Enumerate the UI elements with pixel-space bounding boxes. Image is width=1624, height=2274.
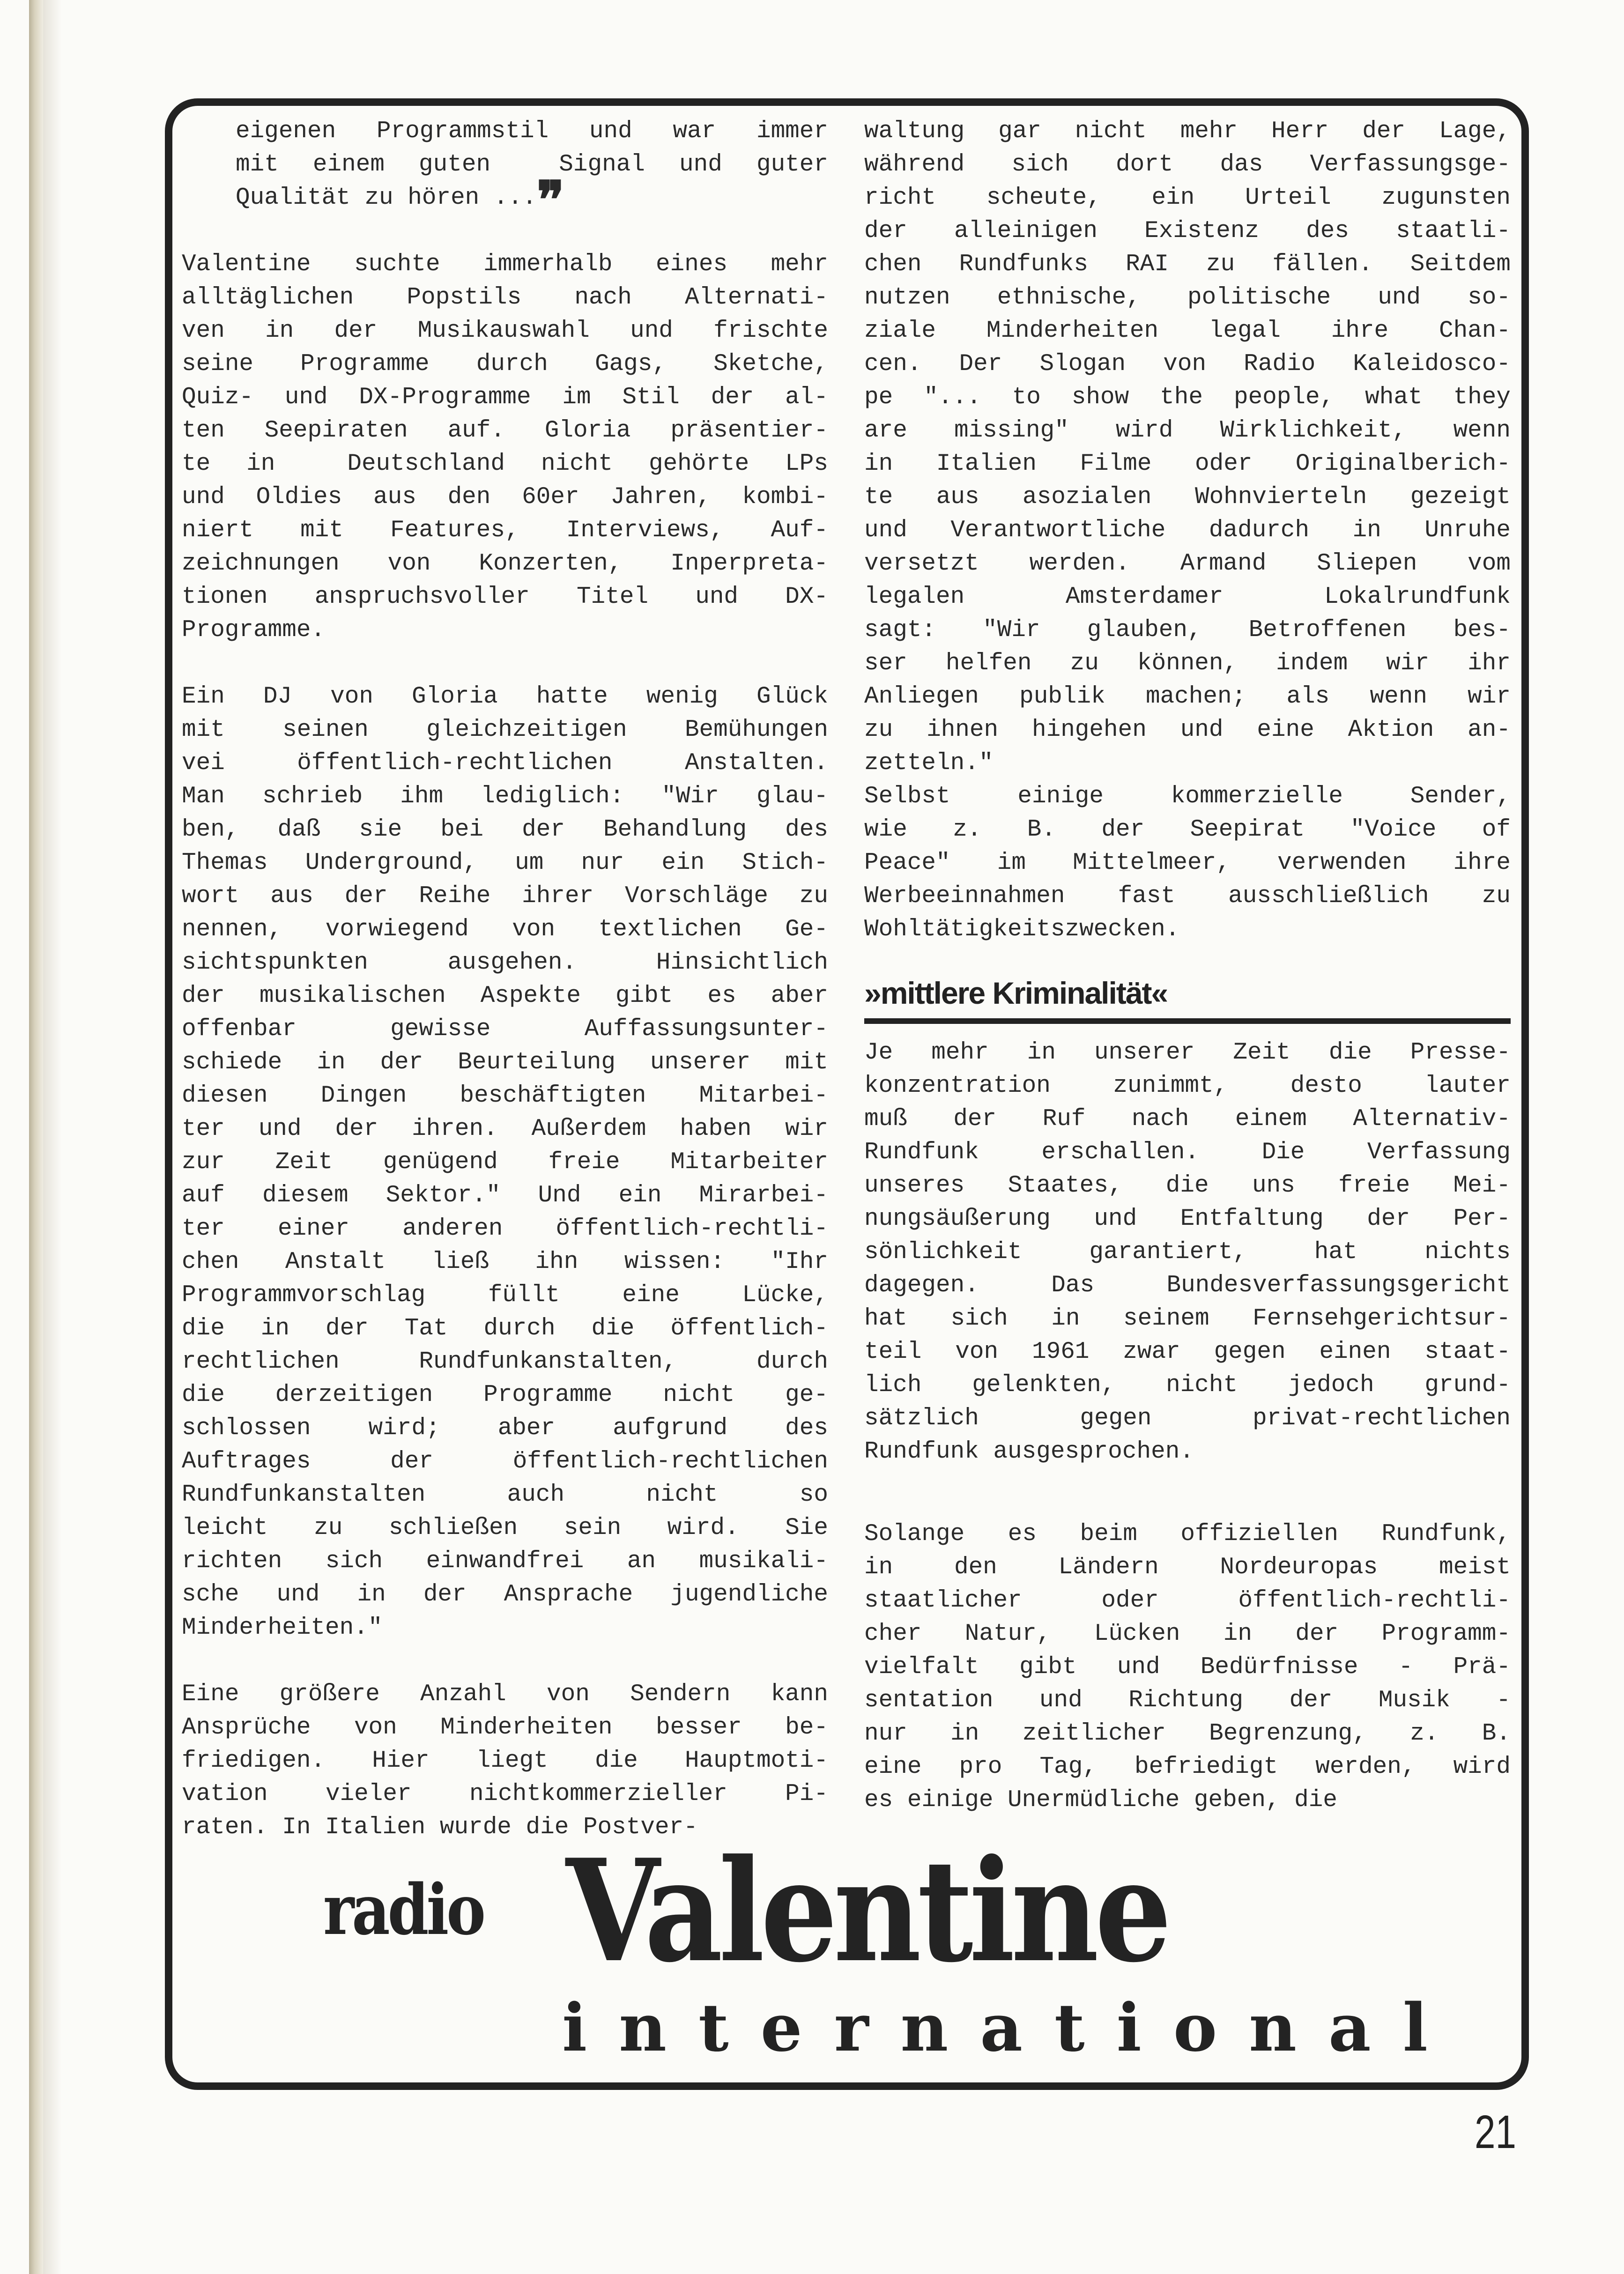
text-line: nennen, vorwiegend von textlichen Ge- <box>182 916 828 943</box>
text-line: ven in der Musikauswahl und frischte <box>182 318 828 344</box>
text-line: muß der Ruf nach einem Alternativ- <box>864 1106 1511 1133</box>
text-line: Ein DJ von Gloria hatte wenig Glück <box>182 683 828 710</box>
text-line: Rundfunkanstalten auch nicht so <box>182 1481 828 1508</box>
text-line: mit seinen gleichzeitigen Bemühungen <box>182 717 828 743</box>
text-line <box>182 170 828 230</box>
text-line: lich gelenkten, nicht jedoch grund- <box>864 1372 1511 1399</box>
heading-underline <box>864 1018 1511 1024</box>
text-line: ten Seepiraten auf. Gloria präsentier- <box>182 417 828 444</box>
text-line: die in der Tat durch die öffentlich- <box>182 1315 828 1342</box>
quote-end-text: Qualität zu hören ... <box>236 185 537 211</box>
logo-word-radio: radio <box>323 1869 483 1950</box>
text-line: chen Anstalt ließ ihn wissen: "Ihr <box>182 1249 828 1275</box>
text-line: sätzlich gegen privat-rechtlichen <box>864 1405 1511 1432</box>
text-line: schiede in der Beurteilung unserer mit <box>182 1049 828 1076</box>
text-line: und Oldies aus den 60er Jahren, kombi- <box>182 484 828 511</box>
right-column <box>864 115 1511 1817</box>
text-line: Man schrieb ihm lediglich: "Wir glau- <box>182 783 828 810</box>
text-line: in den Ländern Nordeuropas meist <box>864 1554 1511 1581</box>
text-line: und Verantwortliche dadurch in Unruhe <box>864 517 1511 544</box>
text-line: eine pro Tag, befriedigt werden, wird <box>864 1754 1511 1780</box>
text-line: Wohltätigkeitszwecken. <box>864 916 1180 943</box>
text-line: versetzt werden. Armand Sliepen vom <box>864 550 1511 577</box>
closing-quote-mark-icon: ❞ <box>536 170 559 230</box>
text-line: vielfalt gibt und Bedürfnisse - Prä- <box>864 1654 1511 1681</box>
text-line: offenbar gewisse Auffassungsunter- <box>182 1016 828 1043</box>
text-line: ter einer anderen öffentlich-rechtli- <box>182 1215 828 1242</box>
text-line: richten sich einwandfrei an musikali- <box>182 1548 828 1575</box>
text-line: unseres Staates, die uns freie Mei- <box>864 1172 1511 1199</box>
text-line: eigenen Programmstil und war immer <box>236 118 828 145</box>
text-line: ben, daß sie bei der Behandlung des <box>182 816 828 843</box>
text-line: waltung gar nicht mehr Herr der Lage, <box>864 118 1511 145</box>
text-line: zur Zeit genügend freie Mitarbeiter <box>182 1149 828 1176</box>
text-line: alltäglichen Popstils nach Alternati- <box>182 284 828 311</box>
text-line: zeichnungen von Konzerten, Inperpreta- <box>182 550 828 577</box>
paragraph-gap <box>182 1644 828 1678</box>
text-line: Ansprüche von Minderheiten besser be- <box>182 1714 828 1741</box>
text-line: wie z. B. der Seepirat "Voice of <box>864 816 1511 843</box>
text-line: teil von 1961 zwar gegen einen staat- <box>864 1339 1511 1365</box>
paragraph-gap <box>182 215 828 248</box>
text-line: Valentine suchte immerhalb eines mehr <box>182 251 828 278</box>
text-line: auf diesem Sektor." Und ein Mirarbei- <box>182 1182 828 1209</box>
text-line: Auftrages der öffentlich-rechtlichen <box>182 1448 828 1475</box>
text-line: Eine größere Anzahl von Sendern kann <box>182 1681 828 1708</box>
text-line: vation vieler nichtkommerzieller Pi- <box>182 1781 828 1807</box>
text-line: in Italien Filme oder Originalberich- <box>864 451 1511 477</box>
text-line: Werbeeinnahmen fast ausschließlich zu <box>864 883 1511 910</box>
text-line: te aus asozialen Wohnvierteln gezeigt <box>864 484 1511 511</box>
text-line: richt scheute, ein Urteil zugunsten <box>864 185 1511 211</box>
text-line: schlossen wird; aber aufgrund des <box>182 1415 828 1442</box>
section-heading: »mittlere Kriminalität« <box>864 976 1168 1010</box>
logo-word-valentine: Valentine <box>566 1828 1168 1993</box>
text-line: chen Rundfunks RAI zu fällen. Seitdem <box>864 251 1511 278</box>
text-line: Anliegen publik machen; als wenn wir <box>864 683 1511 710</box>
text-line: staatlicher oder öffentlich-rechtli- <box>864 1587 1511 1614</box>
text-line: seine Programme durch Gags, Sketche, <box>182 351 828 378</box>
text-line: cher Natur, Lücken in der Programm- <box>864 1621 1511 1647</box>
text-line: wort aus der Reihe ihrer Vorschläge zu <box>182 883 828 910</box>
text-line: mit einem guten Signal und guter <box>236 151 828 178</box>
paragraph <box>182 248 828 647</box>
text-line: sichtspunkten ausgehen. Hinsichtlich <box>182 949 828 976</box>
text-line: Rundfunk erschallen. Die Verfassung <box>864 1139 1511 1166</box>
text-line: leicht zu schließen sein wird. Sie <box>182 1515 828 1541</box>
text-line: raten. In Italien wurde die Postver- <box>182 1814 698 1841</box>
page-binding-shadow <box>43 0 62 2274</box>
text-line: vei öffentlich-rechtlichen Anstalten. <box>182 750 828 777</box>
paragraph <box>864 115 1511 780</box>
page-binding-edge <box>29 0 43 2274</box>
text-line: nungsäußerung und Entfaltung der Per- <box>864 1206 1511 1232</box>
text-line: Rundfunk ausgesprochen. <box>864 1438 1194 1465</box>
text-line: nur in zeitlicher Begrenzung, z. B. <box>864 1720 1511 1747</box>
text-line: legalen Amsterdamer Lokalrundfunk <box>864 584 1511 610</box>
text-line: Themas Underground, um nur ein Stich- <box>182 850 828 876</box>
text-line: ter und der ihren. Außerdem haben wir <box>182 1116 828 1142</box>
text-line: Quiz- und DX-Programme im Stil der al- <box>182 384 828 411</box>
text-line: Peace" im Mittelmeer, verwenden ihre <box>864 850 1511 876</box>
text-line: der alleinigen Existenz des staatli- <box>864 218 1511 244</box>
text-line: hat sich in seinem Fernsehgerichtsur- <box>864 1305 1511 1332</box>
text-line: tionen anspruchsvoller Titel und DX- <box>182 584 828 610</box>
quote-end-block <box>182 115 828 230</box>
text-line: Je mehr in unserer Zeit die Presse- <box>864 1039 1511 1066</box>
text-line: ser helfen zu können, indem wir ihr <box>864 650 1511 677</box>
paragraph <box>182 680 828 1644</box>
text-line: während sich dort das Verfassungsge- <box>864 151 1511 178</box>
text-line: ziale Minderheiten legal ihre Chan- <box>864 318 1511 344</box>
left-column <box>182 115 828 1844</box>
text-line: dagegen. Das Bundesverfassungsgericht <box>864 1272 1511 1299</box>
text-line: pe "... to show the people, what they <box>864 384 1511 411</box>
text-line: Selbst einige kommerzielle Sender, <box>864 783 1511 810</box>
paragraph-gap <box>864 1468 1511 1518</box>
text-line: rechtlichen Rundfunkanstalten, durch <box>182 1348 828 1375</box>
text-line: zu ihnen hingehen und eine Aktion an- <box>864 717 1511 743</box>
text-line: sentation und Richtung der Musik - <box>864 1687 1511 1714</box>
text-line: die derzeitigen Programme nicht ge- <box>182 1382 828 1408</box>
text-line: are missing" wird Wirklichkeit, wenn <box>864 417 1511 444</box>
text-line: der musikalischen Aspekte gibt es aber <box>182 983 828 1009</box>
paragraph <box>864 1518 1511 1817</box>
text-line: Programmvorschlag füllt eine Lücke, <box>182 1282 828 1309</box>
text-line: Minderheiten." <box>182 1615 383 1641</box>
paragraph <box>182 1678 828 1844</box>
paragraph <box>864 780 1511 946</box>
paragraph <box>864 1036 1511 1468</box>
text-line: zetteln." <box>864 750 994 777</box>
text-line: friedigen. Hier liegt die Hauptmoti- <box>182 1748 828 1774</box>
text-line: Solange es beim offiziellen Rundfunk, <box>864 1521 1511 1548</box>
text-line: sagt: "Wir glauben, Betroffenen bes- <box>864 617 1511 644</box>
text-line: diesen Dingen beschäftigten Mitarbei- <box>182 1082 828 1109</box>
logo-word-international: international <box>562 1990 1460 2067</box>
text-line: te in Deutschland nicht gehörte LPs <box>182 451 828 477</box>
text-line: konzentration zunimmt, desto lauter <box>864 1073 1511 1099</box>
paragraph-gap <box>182 647 828 680</box>
text-line: Programme. <box>182 617 326 644</box>
text-line: sönlichkeit garantiert, hat nichts <box>864 1239 1511 1266</box>
text-line: niert mit Features, Interviews, Auf- <box>182 517 828 544</box>
text-line: sche und in der Ansprache jugendliche <box>182 1581 828 1608</box>
text-line: cen. Der Slogan von Radio Kaleidosco- <box>864 351 1511 378</box>
text-line: es einige Unermüdliche geben, die <box>864 1787 1337 1814</box>
text-line: nutzen ethnische, politische und so- <box>864 284 1511 311</box>
page-number: 21 <box>1475 2106 1516 2158</box>
